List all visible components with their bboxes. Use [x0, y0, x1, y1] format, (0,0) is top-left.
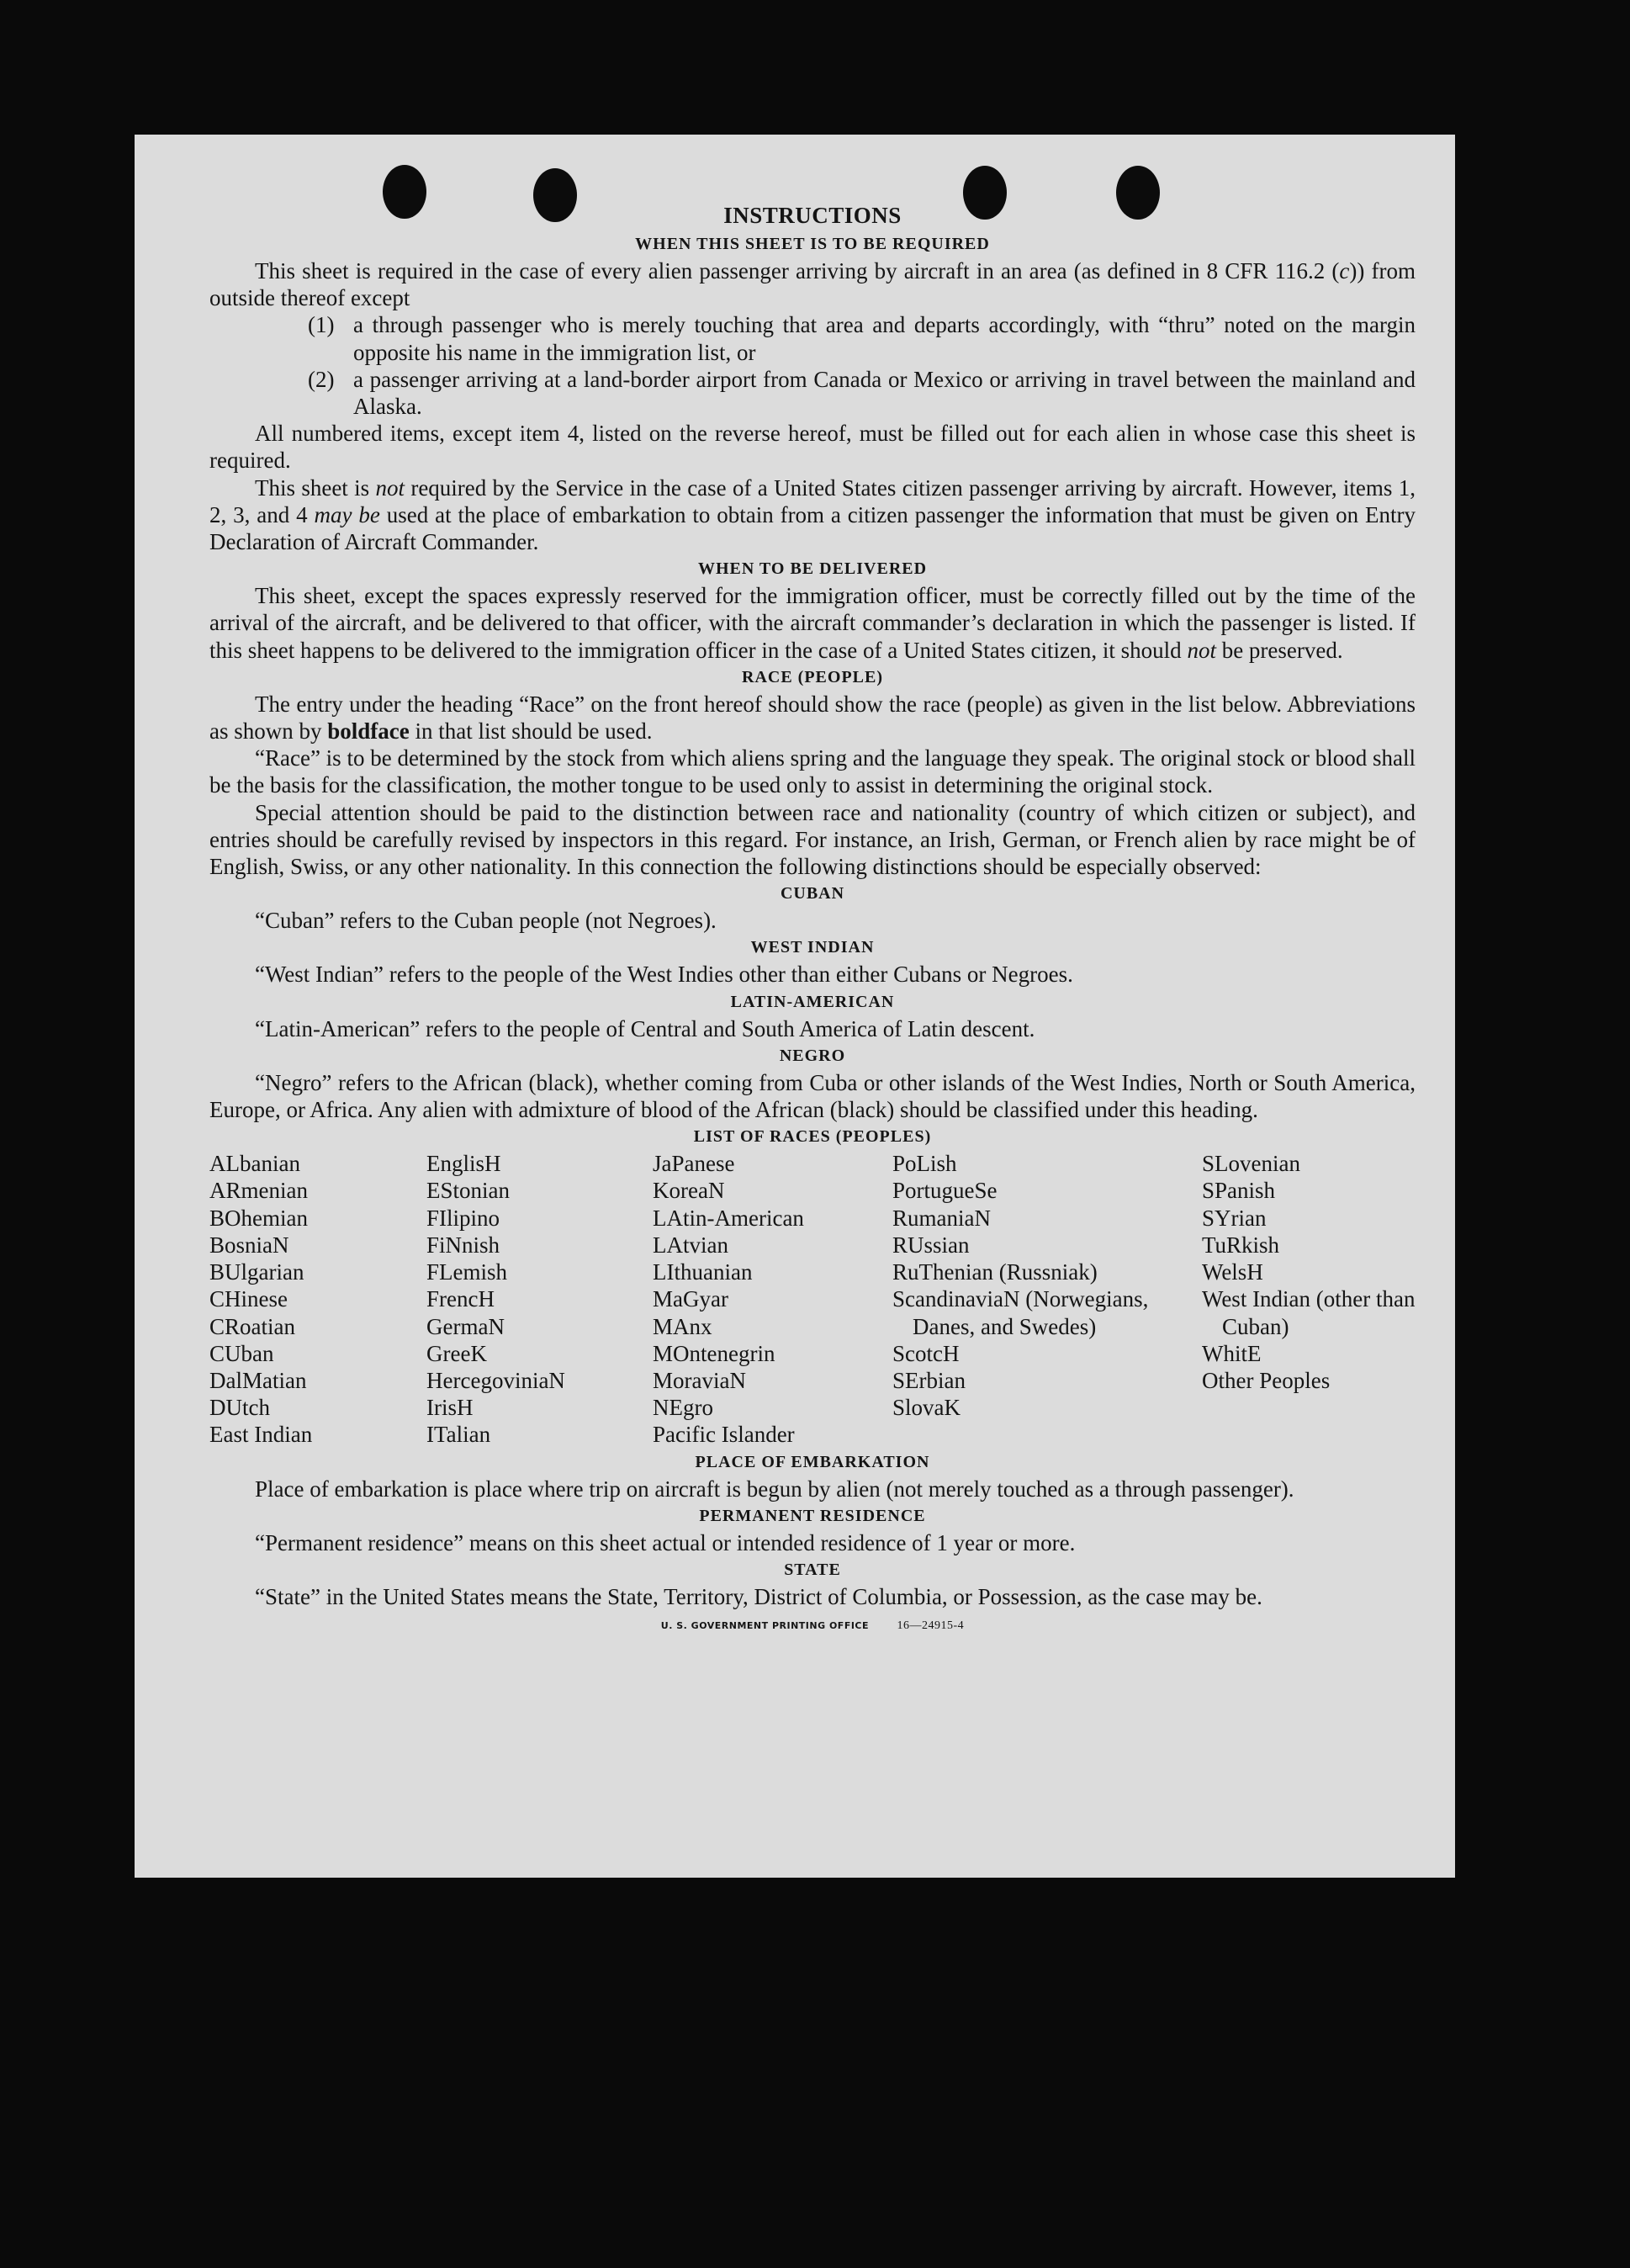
section-heading: PLACE OF EMBARKATION — [695, 1452, 930, 1471]
race-name: ScandinaviaN — [892, 1286, 1020, 1312]
document-page — [135, 135, 1455, 1878]
race-name: RUssian — [892, 1232, 970, 1258]
text-segment: not — [375, 474, 405, 501]
race-entry — [892, 1177, 1202, 1204]
race-entry — [892, 1340, 1202, 1367]
race-entry — [892, 1367, 1202, 1394]
race-name: ARmenian — [209, 1178, 308, 1204]
race-entry — [1202, 1177, 1416, 1204]
section-heading: LIST OF RACES (PEOPLES) — [693, 1127, 932, 1147]
item-number: (1) — [308, 312, 335, 338]
paragraph — [209, 257, 1416, 311]
text-segment: This sheet is required in the case of every alien passenger arriving by aircraft in an area (as defined in 8 CFR 116.2 ( — [255, 258, 1340, 284]
race-entry — [1202, 1367, 1416, 1394]
list-item — [209, 366, 1416, 420]
paragraph — [209, 1529, 1416, 1556]
race-name: EnglisH — [426, 1151, 501, 1177]
text-segment: “Cuban” refers to the Cuban people (not Negroes). — [255, 908, 717, 934]
race-entry — [653, 1232, 892, 1259]
race-name: GermaN — [426, 1313, 505, 1339]
race-name: TuRkish — [1202, 1232, 1280, 1258]
race-name: East Indian — [209, 1422, 313, 1448]
races-column — [1202, 1150, 1416, 1448]
race-name: BUlgarian — [209, 1259, 304, 1285]
text-segment: “State” in the United States means the State, Territory, District of Columbia, or Possession, as the case may be. — [255, 1583, 1262, 1609]
section-heading: NEGRO — [779, 1046, 846, 1065]
race-entry — [426, 1259, 653, 1285]
race-name: BOhemian — [209, 1205, 308, 1231]
race-entry — [209, 1150, 426, 1177]
race-entry — [892, 1259, 1202, 1285]
printer-footer — [209, 1612, 1416, 1640]
text-segment: a through passenger who is merely touching that area and departs accordingly, with “thru” noted on the margin opposite his name in the immigration list, or — [353, 312, 1416, 365]
race-name: SErbian — [892, 1367, 966, 1393]
race-name: NEgro — [653, 1395, 713, 1421]
paragraph — [209, 799, 1416, 881]
race-name: SYrian — [1202, 1205, 1267, 1231]
race-entry — [426, 1340, 653, 1367]
text-segment: “Permanent residence” means on this sheet actual or intended residence of 1 year or more. — [255, 1529, 1076, 1555]
race-name: MoraviaN — [653, 1367, 746, 1393]
section-heading: WHEN THIS SHEET IS TO BE REQUIRED — [635, 235, 990, 253]
race-name: FiNnish — [426, 1232, 500, 1258]
race-entry — [1202, 1259, 1416, 1285]
text-segment: a passenger arriving at a land-border airport from Canada or Mexico or arriving in travel between the mainland and Alaska. — [353, 366, 1416, 420]
race-entry — [1202, 1150, 1416, 1177]
race-name: West Indian — [1202, 1286, 1311, 1312]
paragraph — [209, 1476, 1416, 1502]
race-entry — [653, 1394, 892, 1421]
text-segment: Place of embarkation is place where trip on aircraft is begun by alien (not merely touched as a through passenger). — [255, 1476, 1294, 1502]
race-name: MAnx — [653, 1313, 712, 1339]
race-name: WelsH — [1202, 1259, 1263, 1285]
race-name: FLemish — [426, 1259, 508, 1285]
race-entry — [653, 1205, 892, 1232]
race-entry — [426, 1313, 653, 1340]
race-name: EStonian — [426, 1178, 510, 1204]
text-segment: “West Indian” refers to the people of the West Indies other than either Cubans or Negroes. — [255, 962, 1073, 988]
race-entry — [209, 1367, 426, 1394]
paragraph — [209, 1583, 1416, 1610]
race-name: LIthuanian — [653, 1259, 753, 1285]
race-name: FIlipino — [426, 1205, 500, 1231]
section-heading: WHEN TO BE DELIVERED — [697, 559, 928, 579]
race-name: ITalian — [426, 1422, 491, 1448]
races-list — [209, 1150, 1416, 1448]
section-heading: STATE — [784, 1560, 841, 1579]
races-column — [426, 1150, 653, 1448]
text-segment: in that list should be used. — [409, 718, 653, 745]
text-segment: The entry under the heading “Race” on the front hereof should show the race (people) as given in the list below. Abbreviations as shown by — [209, 691, 1416, 745]
race-name: ScotcH — [892, 1340, 960, 1366]
text-segment: may be — [314, 501, 380, 527]
text-segment: c — [1339, 258, 1350, 284]
race-entry — [653, 1421, 892, 1448]
race-entry — [653, 1367, 892, 1394]
paragraph — [209, 961, 1416, 988]
race-name: CRoatian — [209, 1313, 295, 1339]
text-segment: This sheet, except the spaces expressly reserved for the immigration officer, must be correctly filled out by the time of the arrival of the aircraft, and be delivered to that officer, with the aircraft commander’s declaration in which the passenger is listed. If this sheet happens to be delivered to the immigration officer in the case of a United States citizen, it should — [209, 583, 1416, 663]
race-entry — [653, 1259, 892, 1285]
race-entry — [1202, 1340, 1416, 1367]
races-column — [209, 1150, 426, 1448]
race-entry — [653, 1150, 892, 1177]
text-segment: “Negro” refers to the African (black), whether coming from Cuba or other islands of the West Indies, North or South America, Europe, or Africa. Any alien with admixture of blood of the African (black) should be classified under this heading. — [209, 1069, 1416, 1123]
text-segment: This sheet is — [255, 474, 376, 501]
text-segment: not — [1187, 637, 1216, 663]
races-column — [892, 1150, 1202, 1448]
race-name: FrencH — [426, 1286, 495, 1312]
race-note: (other than Cuban) — [1222, 1286, 1416, 1339]
race-name: Other Peoples — [1202, 1367, 1331, 1393]
instructions-content — [209, 200, 1416, 1640]
race-name: CUban — [209, 1340, 274, 1366]
race-name: RumaniaN — [892, 1205, 991, 1231]
race-entry — [209, 1205, 426, 1232]
section-heading: RACE (PEOPLE) — [742, 667, 883, 686]
race-name: CHinese — [209, 1286, 288, 1312]
race-entry — [653, 1313, 892, 1340]
races-column — [653, 1150, 892, 1448]
race-entry — [426, 1232, 653, 1259]
race-entry — [209, 1259, 426, 1285]
race-name: DalMatian — [209, 1367, 307, 1393]
race-entry — [209, 1421, 426, 1448]
race-entry — [209, 1285, 426, 1312]
race-entry — [426, 1205, 653, 1232]
race-entry — [892, 1394, 1202, 1421]
race-name: LAtvian — [653, 1232, 728, 1258]
race-name: LAtin-American — [653, 1205, 804, 1231]
race-name: SPanish — [1202, 1178, 1276, 1204]
section-heading: LATIN-AMERICAN — [730, 992, 895, 1011]
race-name: PoLish — [892, 1151, 957, 1177]
race-entry — [209, 1177, 426, 1204]
section-heading: PERMANENT RESIDENCE — [699, 1506, 926, 1525]
text-segment: boldface — [327, 718, 410, 745]
race-entry — [653, 1177, 892, 1204]
closing-sections — [209, 1449, 1416, 1611]
race-note: (Russniak) — [998, 1259, 1098, 1285]
paragraph — [209, 474, 1416, 556]
text-segment: All numbered items, except item 4, listed on the reverse hereof, must be filled out for each alien in whose case this sheet is required. — [209, 421, 1416, 474]
paragraph — [209, 907, 1416, 934]
race-name: RuThenian — [892, 1259, 993, 1285]
race-name: JaPanese — [653, 1151, 735, 1177]
race-entry — [426, 1285, 653, 1312]
race-entry — [426, 1394, 653, 1421]
race-entry — [426, 1177, 653, 1204]
printer-name: U. S. GOVERNMENT PRINTING OFFICE — [660, 1620, 870, 1632]
race-name: MaGyar — [653, 1286, 728, 1312]
text-segment: used at the place of embarkation to obtain from a citizen passenger the information that must be given on Entry Declaration of Aircraft Commander. — [209, 501, 1416, 555]
paragraph — [209, 745, 1416, 798]
race-name: HercegoviniaN — [426, 1367, 565, 1393]
race-entry — [653, 1285, 892, 1312]
text-segment: Special attention should be paid to the distinction between race and nationality (country of which citizen or subject), and entries should be carefully revised by inspectors in this regard. For instance, an Irish, German, or French alien by race might be of English, Swiss, or any other nationality. In this connection the following distinctions should be especially observed: — [209, 799, 1416, 880]
section-heading: CUBAN — [780, 884, 845, 903]
race-name: GreeK — [426, 1340, 487, 1366]
item-number: (2) — [308, 366, 335, 392]
race-entry — [892, 1150, 1202, 1177]
race-name: PortugueSe — [892, 1178, 998, 1204]
race-entry — [1202, 1285, 1416, 1339]
paragraph — [209, 1069, 1416, 1123]
text-segment: “Latin-American” refers to the people of Central and South America of Latin descent. — [255, 1015, 1035, 1041]
text-segment: be preserved. — [1215, 637, 1343, 663]
race-note: (Norwegians, Danes, and Swedes) — [913, 1286, 1149, 1339]
paragraph — [209, 1015, 1416, 1042]
race-entry — [209, 1232, 426, 1259]
form-code: 16—24915-4 — [897, 1619, 965, 1633]
page-title: INSTRUCTIONS — [723, 203, 902, 228]
race-name: WhitE — [1202, 1340, 1262, 1366]
race-entry — [892, 1205, 1202, 1232]
race-entry — [653, 1340, 892, 1367]
race-entry — [209, 1313, 426, 1340]
text-segment: )) from outside thereof except — [209, 258, 1416, 311]
text-segment: “Race” is to be determined by the stock from which aliens spring and the language they speak. The original stock or blood shall be the basis for the classification, the mother tongue to be used only to assist in determining the original stock. — [209, 745, 1416, 798]
instruction-sections — [209, 231, 1416, 1123]
race-name: DUtch — [209, 1395, 270, 1421]
race-entry — [426, 1150, 653, 1177]
race-entry — [1202, 1232, 1416, 1259]
race-entry — [892, 1285, 1202, 1339]
race-entry — [209, 1340, 426, 1367]
text-segment: required by the Service in the case of a United States citizen passenger arriving by aircraft. However, items 1, 2, 3, and 4 — [209, 474, 1416, 527]
race-name: SLovenian — [1202, 1151, 1300, 1177]
race-name: SlovaK — [892, 1395, 961, 1421]
race-name: MOntenegrin — [653, 1340, 775, 1366]
race-entry — [426, 1421, 653, 1448]
paragraph — [209, 582, 1416, 664]
race-name: KoreaN — [653, 1178, 725, 1204]
race-name: BosniaN — [209, 1232, 289, 1258]
race-entry — [209, 1394, 426, 1421]
list-item — [209, 311, 1416, 365]
race-entry — [1202, 1205, 1416, 1232]
race-name: ALbanian — [209, 1151, 300, 1177]
paragraph — [209, 420, 1416, 474]
section-heading: WEST INDIAN — [750, 938, 875, 957]
race-name: IrisH — [426, 1395, 474, 1421]
paragraph — [209, 691, 1416, 745]
race-entry — [426, 1367, 653, 1394]
race-entry — [892, 1232, 1202, 1259]
race-name: Pacific Islander — [653, 1422, 795, 1448]
